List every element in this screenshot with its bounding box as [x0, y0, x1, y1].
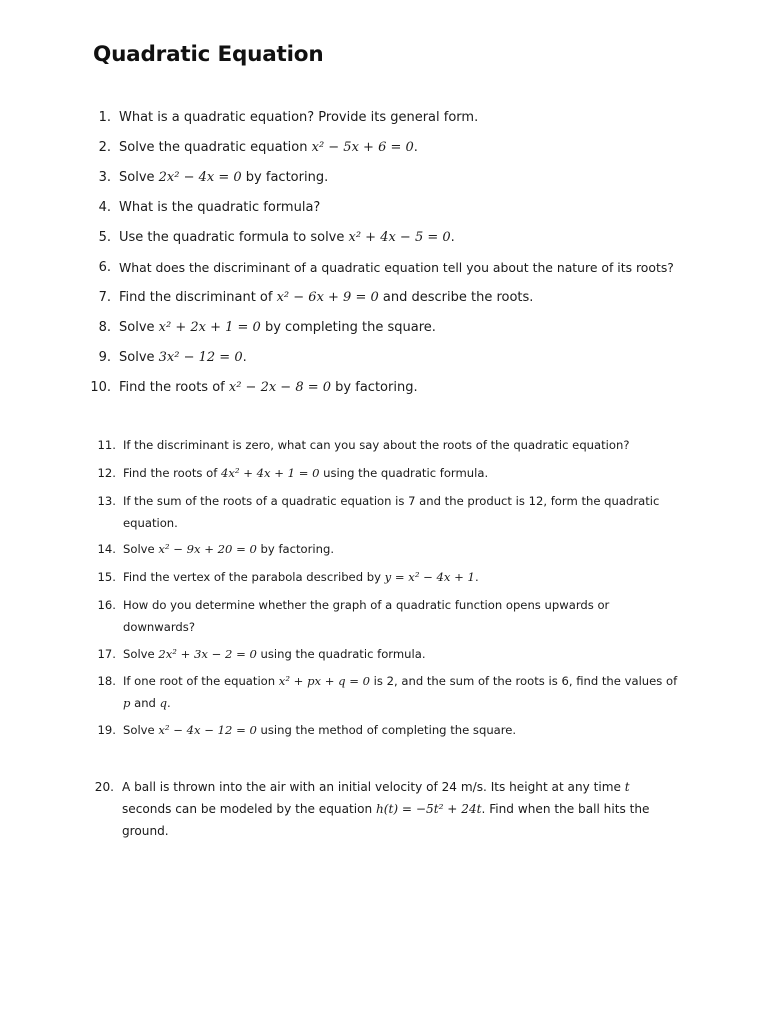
- question-number: 19.: [97, 723, 116, 737]
- question-number: 10.: [90, 380, 111, 395]
- question-text: Solve the quadratic equation x² − 5x + 6 = 0.: [119, 140, 418, 155]
- math-expression: x² − 2x − 8 = 0: [228, 380, 332, 395]
- question-text: If one root of the equation x² + px + q = 0 is 2, and the sum of the roots is 6, find the values of p and q.: [123, 674, 678, 710]
- math-expression: q: [159, 695, 168, 710]
- question-number: 5.: [98, 230, 111, 245]
- math-expression: x² − 4x − 12 = 0: [158, 723, 257, 737]
- question-text: Solve x² + 2x + 1 = 0 by completing the square.: [119, 320, 436, 335]
- question-number: 7.: [98, 290, 111, 305]
- math-expression: x² + px + q = 0: [278, 674, 370, 688]
- question-number: 2.: [98, 140, 111, 155]
- math-expression: h(t) = −5t² + 24t: [376, 802, 482, 816]
- question-text: Solve x² − 9x + 20 = 0 by factoring.: [123, 542, 335, 556]
- math-expression: t: [624, 780, 630, 794]
- question-number: 20.: [94, 780, 114, 794]
- question-text: Solve x² − 4x − 12 = 0 using the method of completing the square.: [123, 723, 517, 737]
- question-text: Find the roots of 4x² + 4x + 1 = 0 using the quadratic formula.: [123, 466, 489, 480]
- question-text: A ball is thrown into the air with an initial velocity of 24 m/s. Its height at any time t seconds can be modeled by the equation h(t) = −5t² + 24t. Find when the ball hits the ground.: [122, 780, 650, 838]
- question-number: 4.: [98, 200, 111, 215]
- question-number: 17.: [97, 647, 116, 661]
- question-text: Solve 2x² − 4x = 0 by factoring.: [119, 170, 329, 185]
- question-number: 11.: [97, 438, 116, 452]
- math-expression: x² − 9x + 20 = 0: [158, 542, 257, 556]
- question-text: Solve 3x² − 12 = 0.: [119, 350, 247, 365]
- question-text: Solve 2x² + 3x − 2 = 0 using the quadratic formula.: [123, 647, 426, 661]
- question-text: Find the discriminant of x² − 6x + 9 = 0 and describe the roots.: [119, 290, 534, 305]
- math-expression: p: [123, 695, 131, 710]
- question-text: How do you determine whether the graph of a quadratic function opens upwards or downwards?: [123, 598, 610, 634]
- question-text: What is a quadratic equation? Provide its general form.: [119, 110, 479, 125]
- math-expression: 3x² − 12 = 0: [158, 350, 243, 365]
- question-number: 1.: [98, 110, 111, 125]
- question-number: 6.: [98, 260, 111, 275]
- math-expression: 2x² + 3x − 2 = 0: [158, 647, 257, 661]
- math-expression: y = x² − 4x + 1: [384, 570, 475, 584]
- math-expression: 4x² + 4x + 1 = 0: [220, 466, 320, 480]
- question-number: 14.: [97, 542, 116, 556]
- question-text: What does the discriminant of a quadratic equation tell you about the nature of its roots?: [119, 260, 674, 275]
- question-text: If the discriminant is zero, what can you say about the roots of the quadratic equation?: [123, 438, 630, 452]
- question-number: 16.: [97, 598, 116, 612]
- math-expression: x² + 4x − 5 = 0: [348, 230, 451, 245]
- question-text: Find the vertex of the parabola described by y = x² − 4x + 1.: [123, 570, 479, 584]
- page-title: Quadratic Equation: [93, 42, 324, 67]
- math-expression: x² + 2x + 1 = 0: [158, 320, 261, 335]
- question-number: 8.: [98, 320, 111, 335]
- question-number: 3.: [98, 170, 111, 185]
- question-number: 9.: [98, 350, 111, 365]
- question-text: What is the quadratic formula?: [119, 200, 321, 215]
- question-number: 13.: [97, 494, 116, 508]
- question-number: 12.: [97, 466, 116, 480]
- question-number: 18.: [97, 674, 116, 688]
- math-expression: x² − 5x + 6 = 0: [311, 140, 414, 155]
- question-number: 15.: [97, 570, 116, 584]
- question-text: If the sum of the roots of a quadratic equation is 7 and the product is 12, form the quadratic equation.: [123, 494, 660, 530]
- question-text: Use the quadratic formula to solve x² + 4x − 5 = 0.: [119, 230, 455, 245]
- question-text: Find the roots of x² − 2x − 8 = 0 by factoring.: [119, 380, 418, 395]
- math-expression: 2x² − 4x = 0: [158, 170, 242, 185]
- math-expression: x² − 6x + 9 = 0: [276, 290, 379, 305]
